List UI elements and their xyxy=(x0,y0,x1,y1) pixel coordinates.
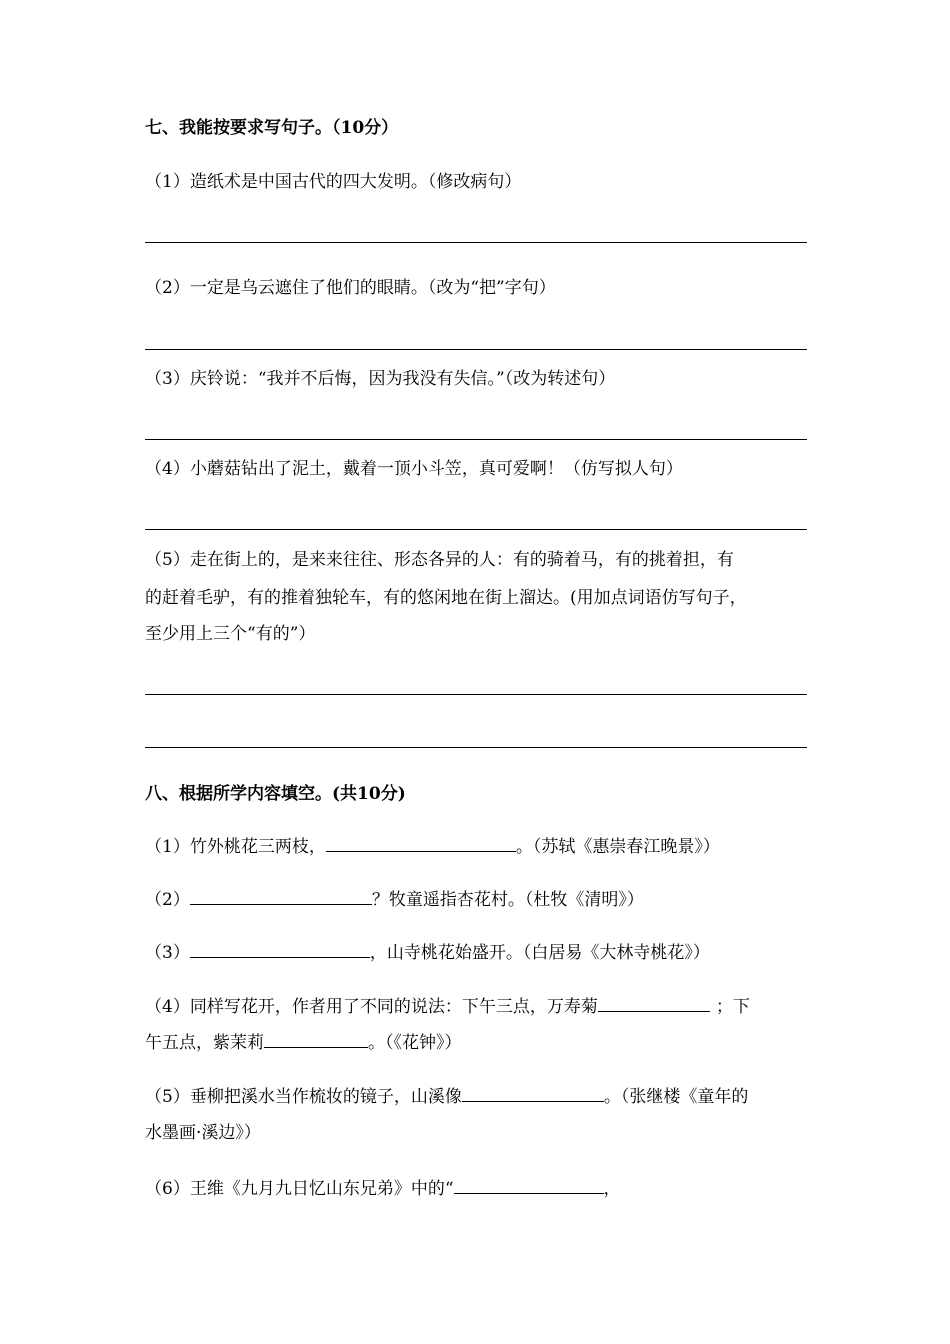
question-text: ；下 xyxy=(715,997,750,1017)
fill-blank[interactable] xyxy=(190,888,372,905)
section-7-question-5-line-2: 的赶着毛驴，有的推着独轮车，有的悠闲地在街上溜达。(用加点词语仿写句子， xyxy=(145,588,747,608)
question-text: 。（苏轼《惠崇春江晚景》） xyxy=(515,837,720,857)
section-8-question-5-line-1 xyxy=(145,1085,748,1108)
section-7-question-2: （2）一定是乌云遮住了他们的眼睛。（改为“把”字句） xyxy=(145,278,556,298)
question-text: 。（张继楼《童年的 xyxy=(603,1087,749,1107)
section-8-question-4-line-2 xyxy=(145,1031,462,1054)
question-text: （6）王维《九月九日忆山东兄弟》中的“ xyxy=(145,1179,454,1199)
section-7-question-5-line-1: （5）走在街上的，是来来往往、形态各异的人：有的骑着马，有的挑着担，有 xyxy=(145,550,734,570)
fill-blank[interactable] xyxy=(190,941,370,958)
fill-blank[interactable] xyxy=(264,1031,368,1048)
answer-line[interactable] xyxy=(145,747,807,748)
question-text: （4）同样写花开，作者用了不同的说法：下午三点，万寿菊 xyxy=(145,997,598,1017)
section-7-question-1: （1）造纸术是中国古代的四大发明。（修改病句） xyxy=(145,172,522,192)
section-8-question-3 xyxy=(145,941,710,964)
section-8-question-6 xyxy=(145,1177,621,1200)
fill-blank[interactable] xyxy=(598,995,710,1012)
question-text: 。（《花钟》） xyxy=(368,1033,462,1053)
question-text: ，山寺桃花始盛开。（白居易《大林寺桃花》） xyxy=(369,943,710,963)
section-8-question-1 xyxy=(145,835,720,858)
answer-line[interactable] xyxy=(145,694,807,695)
fill-blank[interactable] xyxy=(454,1177,604,1194)
question-text: ？牧童遥指杏花村。（杜牧《清明》） xyxy=(371,890,644,910)
question-text: （2） xyxy=(145,890,190,910)
answer-line[interactable] xyxy=(145,529,807,530)
question-text: ， xyxy=(603,1179,621,1199)
section-7-question-3: （3）庆铃说：“我并不后悔，因为我没有失信。”（改为转述句） xyxy=(145,369,616,389)
section-8-question-2 xyxy=(145,888,644,911)
fill-blank[interactable] xyxy=(462,1085,604,1102)
section-7-heading: 七、我能按要求写句子。（10分） xyxy=(145,118,399,138)
section-8-question-5-line-2: 水墨画·溪边》） xyxy=(145,1123,261,1143)
answer-line[interactable] xyxy=(145,439,807,440)
fill-blank[interactable] xyxy=(326,835,516,852)
answer-line[interactable] xyxy=(145,349,807,350)
question-text: （5）垂柳把溪水当作梳妆的镜子，山溪像 xyxy=(145,1087,462,1107)
section-8-heading: 八、根据所学内容填空。(共10分) xyxy=(145,784,406,804)
question-text: （1）竹外桃花三两枝， xyxy=(145,837,326,857)
answer-line[interactable] xyxy=(145,242,807,243)
section-8-question-4-line-1 xyxy=(145,995,750,1018)
question-text: 午五点，紫茉莉 xyxy=(145,1033,264,1053)
section-7-question-5-line-3: 至少用上三个“有的”） xyxy=(145,624,316,644)
section-7-question-4: （4）小蘑菇钻出了泥土，戴着一顶小斗笠，真可爱啊！（仿写拟人句） xyxy=(145,459,683,479)
question-text: （3） xyxy=(145,943,190,963)
